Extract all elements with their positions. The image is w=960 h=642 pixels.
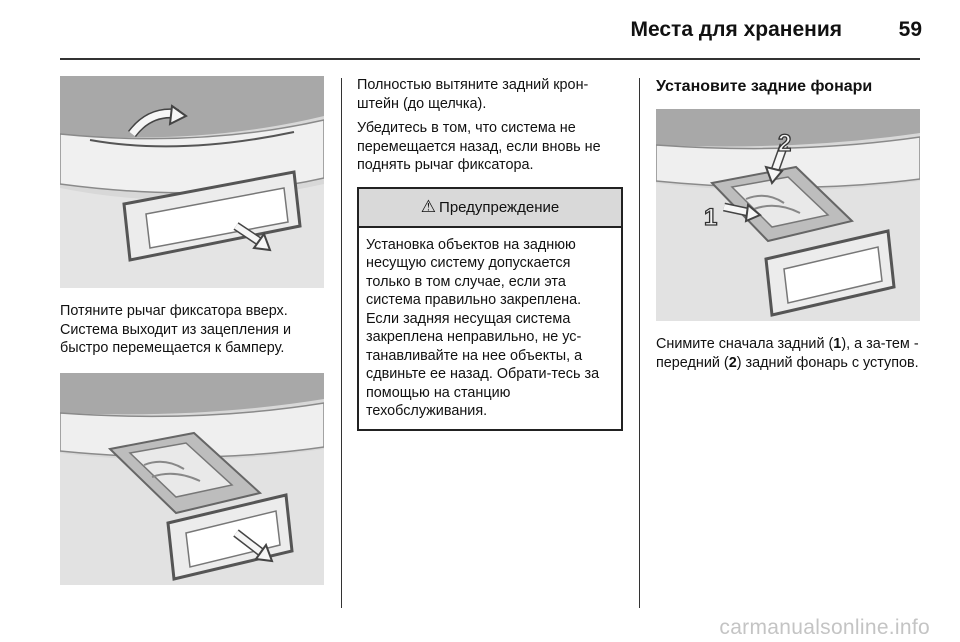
warning-header: [359, 189, 621, 228]
watermark: carmanualsonline.info: [719, 616, 930, 639]
caption-release: Потяните рычаг фиксатора вверх. Система выходит из зацепления и быстро перемещается к бамперу.: [60, 303, 292, 356]
paragraph-extend-bracket: Полностью вытяните задний крон-штейн (до щелчка).: [357, 77, 589, 112]
illustration-release-lever: [60, 76, 324, 288]
caption-part: Снимите сначала задний (: [656, 336, 834, 352]
column-3: [656, 76, 920, 372]
page-number: 59: [898, 18, 922, 41]
header-rule: [60, 58, 920, 60]
warning-box: [357, 187, 623, 431]
caption-bold-1: 1: [833, 336, 842, 352]
caption-bold-2: 2: [728, 354, 737, 371]
figure-label-1: 1: [704, 204, 718, 231]
page-title: Места для хранения: [630, 18, 842, 41]
warning-text: Установка объектов на заднюю несущую систему допускается только в том случае, если эта система правильно закреплена. Если задняя несущая система закреплена неправильно, не ус-танавливайте на нее объекты, а сдвиньте ее назад. Обрати-тесь за помощью на станцию техобслуживания.: [366, 236, 600, 419]
illustration-install-lights: [656, 109, 920, 321]
caption-part: ) задний фонарь с уступов.: [736, 354, 919, 371]
column-1: [60, 76, 324, 585]
section-title: Установите задние фонари: [656, 78, 873, 95]
warning-title: Предупреждение: [439, 198, 560, 216]
column-2: [357, 76, 623, 431]
column-divider: [341, 78, 342, 608]
figure-label-2: 2: [778, 130, 792, 157]
paragraph-check-system: Убедитесь в том, что система не перемещается назад, если вновь не поднять рычаг фиксатора.: [357, 120, 601, 173]
warning-triangle-icon: ⚠: [420, 197, 437, 216]
caption-part: ), а за-тем - передний (: [656, 336, 919, 371]
column-divider: [639, 78, 640, 608]
caption-remove-lights: [656, 335, 920, 372]
illustration-pull-out-carrier: [60, 373, 324, 585]
page-header: [0, 18, 960, 48]
